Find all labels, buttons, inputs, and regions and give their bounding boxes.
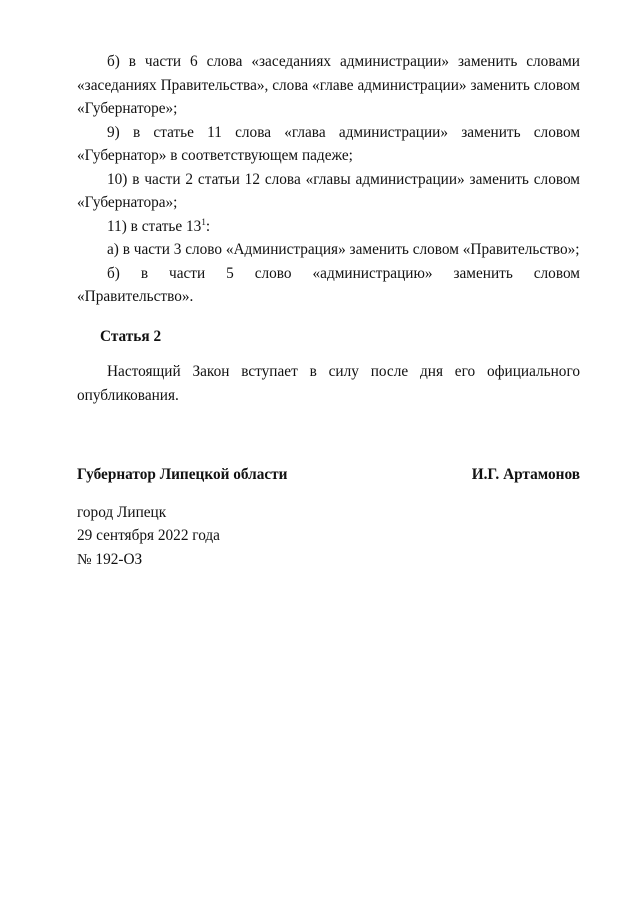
article-2-text-line2: опубликования.	[77, 386, 179, 404]
signatory-name: И.Г. Артамонов	[471, 466, 580, 483]
city: город Липецк	[77, 503, 167, 521]
amendment-b6-line2: «заседаниях Правительства», слова «главе администрации» заменить словом	[77, 76, 580, 94]
article-2-text-line1: Настоящий Закон вступает в силу после дня его официального	[107, 363, 580, 380]
article-2-heading: Статья 2	[100, 327, 162, 345]
amendment-11-suffix: :	[205, 217, 211, 235]
amendment-11-prefix: 11) в статье 13	[107, 217, 202, 235]
amendment-9-line2: «Губернатор» в соответствующем падеже;	[77, 147, 353, 164]
spacer	[77, 407, 580, 463]
amendment-b6-line3: «Губернаторе»;	[77, 100, 178, 117]
spacer	[77, 487, 580, 501]
amendment-11	[77, 215, 580, 239]
amendment-11-a3: а) в части 3 слово «Администрация» заменить словом «Правительство»;	[107, 241, 580, 258]
amendment-b6-line1: б) в части 6 слова «заседаниях администрации» заменить словами	[107, 53, 580, 70]
date: 29 сентября 2022 года	[77, 527, 220, 544]
amendment-10-line2: «Губернатора»;	[77, 194, 178, 211]
amendment-9-line1: 9) в статье 11 слова «глава администрации» заменить словом	[107, 123, 580, 141]
signatory-position: Губернатор Липецкой области	[77, 466, 288, 483]
amendment-11-b5: б) в части 5 слово «администрацию» заменить словом «Правительство».	[77, 264, 580, 305]
document-page	[77, 50, 580, 571]
amendment-11-superscript: 1	[201, 216, 206, 227]
law-number: № 192-ОЗ	[77, 550, 143, 568]
spacer	[77, 348, 580, 360]
amendment-10-line1: 10) в части 2 статьи 12 слова «главы администрации» заменить словом	[107, 170, 580, 188]
signature-block	[77, 463, 580, 487]
spacer	[77, 309, 580, 325]
